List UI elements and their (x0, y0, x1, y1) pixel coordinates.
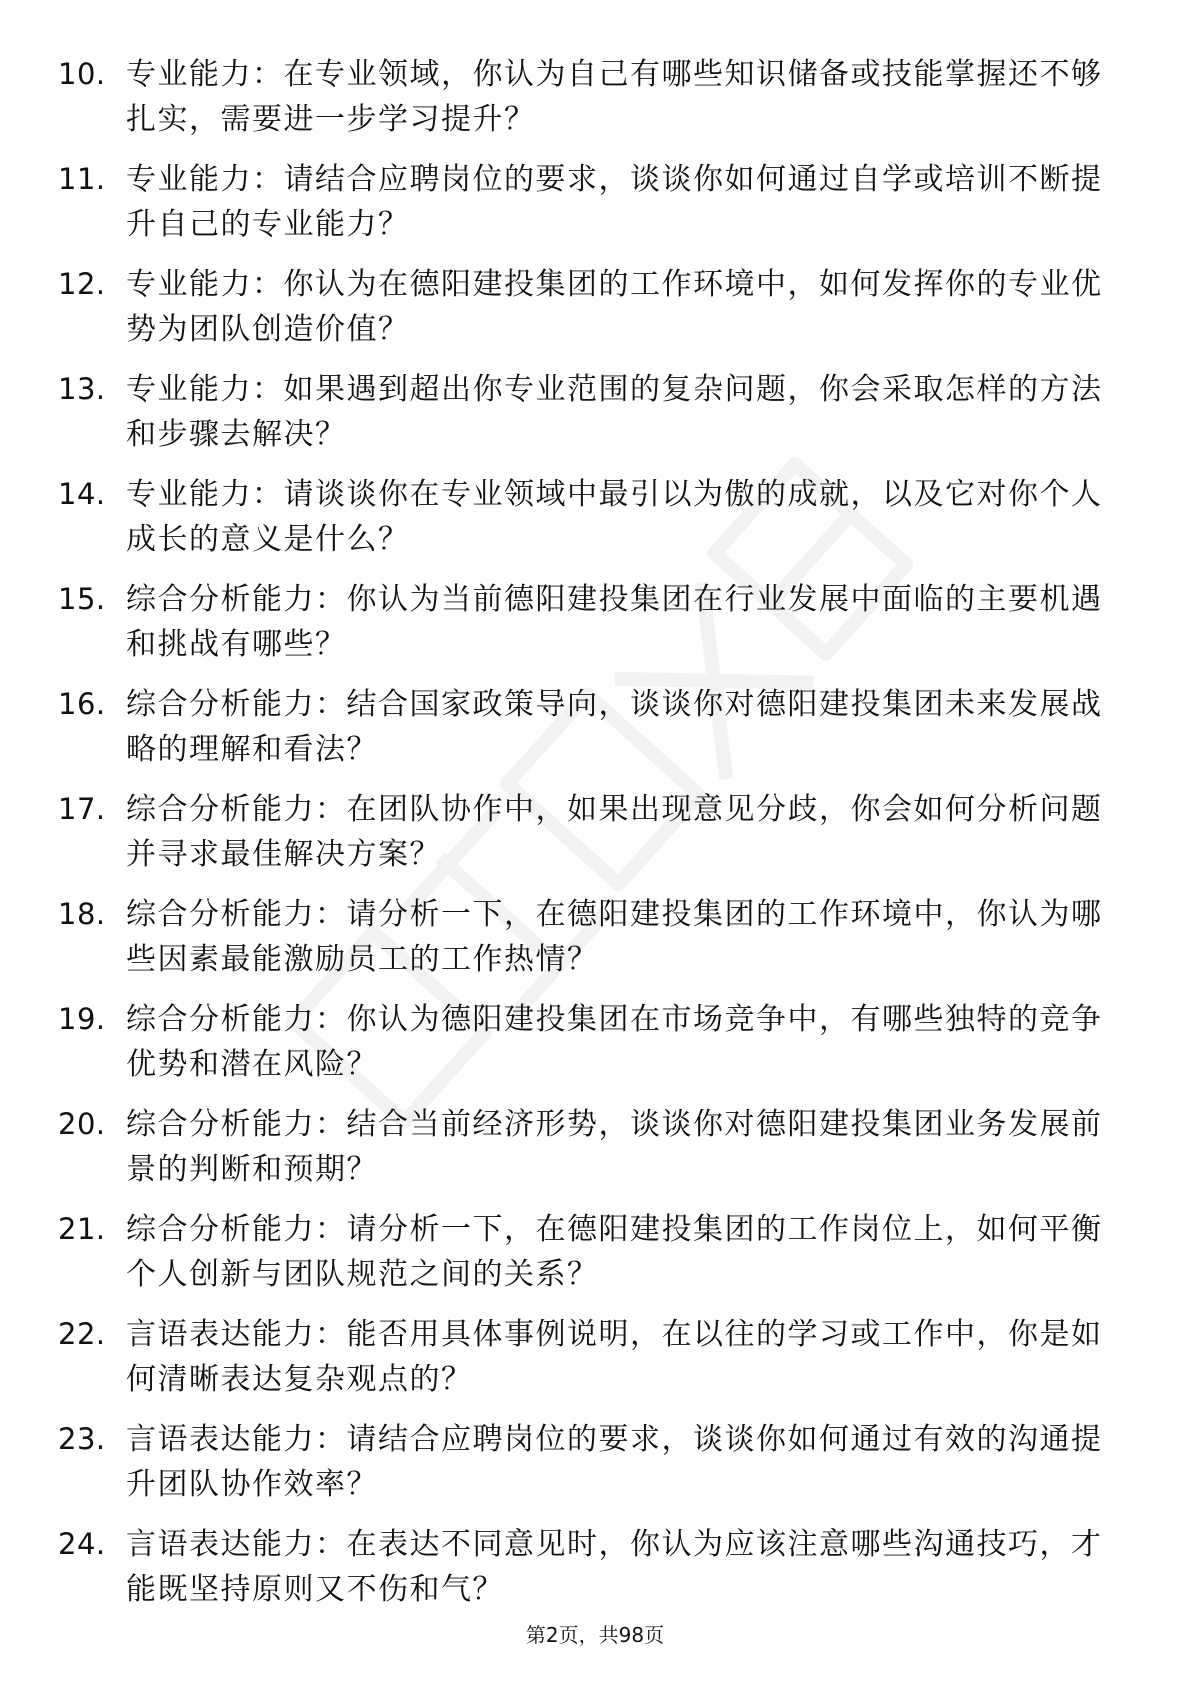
question-text: 综合分析能力：你认为德阳建投集团在市场竞争中，有哪些独特的竞争优势和潜在风险？ (126, 1002, 1103, 1082)
question-item (58, 262, 1118, 358)
question-text: 言语表达能力：在表达不同意见时，你认为应该注意哪些沟通技巧，才能既坚持原则又不伤和气？ (126, 1527, 1103, 1607)
question-text: 言语表达能力：能否用具体事例说明，在以往的学习或工作中，你是如何清晰表达复杂观点的？ (126, 1317, 1103, 1397)
question-text: 综合分析能力：请分析一下，在德阳建投集团的工作环境中，你认为哪些因素最能激励员工的工作热情？ (126, 897, 1103, 977)
question-number: 23. (58, 1422, 106, 1456)
question-number: 18. (58, 897, 106, 931)
question-number: 19. (58, 1002, 106, 1036)
question-text: 综合分析能力：结合当前经济形势，谈谈你对德阳建投集团业务发展前景的判断和预期？ (126, 1107, 1103, 1187)
question-number: 12. (58, 267, 106, 301)
question-item (58, 1417, 1118, 1513)
question-item (58, 367, 1118, 463)
question-number: 15. (58, 582, 106, 616)
question-number: 16. (58, 687, 106, 721)
question-item (58, 997, 1118, 1093)
question-item (58, 1522, 1118, 1618)
question-text: 综合分析能力：请分析一下，在德阳建投集团的工作岗位上，如何平衡个人创新与团队规范之间的关系？ (126, 1212, 1103, 1292)
question-number: 17. (58, 792, 106, 826)
question-item (58, 682, 1118, 778)
question-item (58, 1207, 1118, 1303)
question-item (58, 157, 1118, 253)
question-text: 综合分析能力：结合国家政策导向，谈谈你对德阳建投集团未来发展战略的理解和看法？ (126, 687, 1103, 767)
question-item (58, 1102, 1118, 1198)
question-number: 13. (58, 372, 106, 406)
question-list (58, 52, 1118, 1627)
question-item (58, 787, 1118, 883)
question-number: 10. (58, 57, 106, 91)
question-number: 20. (58, 1107, 106, 1141)
question-number: 24. (58, 1527, 106, 1561)
question-text: 综合分析能力：你认为当前德阳建投集团在行业发展中面临的主要机遇和挑战有哪些？ (126, 582, 1103, 662)
question-text: 专业能力：请谈谈你在专业领域中最引以为傲的成就，以及它对你个人成长的意义是什么？ (126, 477, 1103, 557)
question-number: 11. (58, 162, 106, 196)
page-number: 第2页，共98页 (525, 1623, 665, 1647)
question-text: 专业能力：请结合应聘岗位的要求，谈谈你如何通过自学或培训不断提升自己的专业能力？ (126, 162, 1103, 242)
question-item (58, 892, 1118, 988)
question-text: 综合分析能力：在团队协作中，如果出现意见分歧，你会如何分析问题并寻求最佳解决方案？ (126, 792, 1103, 872)
question-item (58, 1312, 1118, 1408)
question-item (58, 577, 1118, 673)
question-text: 专业能力：如果遇到超出你专业范围的复杂问题，你会采取怎样的方法和步骤去解决？ (126, 372, 1103, 452)
question-number: 14. (58, 477, 106, 511)
question-text: 专业能力：你认为在德阳建投集团的工作环境中，如何发挥你的专业优势为团队创造价值？ (126, 267, 1103, 347)
question-number: 21. (58, 1212, 106, 1246)
question-item (58, 52, 1118, 148)
question-number: 22. (58, 1317, 106, 1351)
question-text: 言语表达能力：请结合应聘岗位的要求，谈谈你如何通过有效的沟通提升团队协作效率？ (126, 1422, 1103, 1502)
question-item (58, 472, 1118, 568)
question-text: 专业能力：在专业领域，你认为自己有哪些知识储备或技能掌握还不够扎实，需要进一步学习提升？ (126, 57, 1103, 137)
